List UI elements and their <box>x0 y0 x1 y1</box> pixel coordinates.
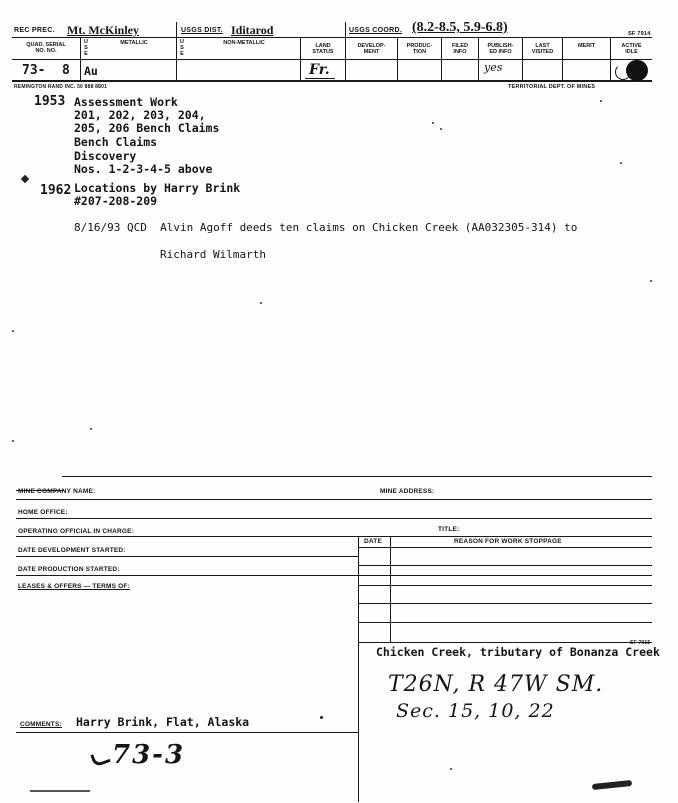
row-bottom-border <box>12 80 652 82</box>
reason-column-heading: REASON FOR WORK STOPPAGE <box>454 538 562 545</box>
col-production: PRODUC- TION <box>406 43 433 55</box>
stoppage-rule <box>358 622 652 623</box>
stoppage-rule <box>358 565 652 566</box>
form-number: SF 7914 <box>628 31 651 37</box>
comments-value: Harry Brink, Flat, Alaska <box>76 715 250 729</box>
col-divider <box>80 37 81 80</box>
entry-1962-year: 1962 <box>40 183 72 198</box>
speck <box>620 162 622 164</box>
handwritten-underline <box>305 78 335 79</box>
mine-company-label: MINE COMPANY NAME: <box>18 488 96 495</box>
margin-mark <box>21 175 29 183</box>
date-production-label: DATE PRODUCTION STARTED: <box>18 566 120 573</box>
speck <box>600 100 602 102</box>
stoppage-rule <box>358 603 652 604</box>
col-metallic: METALLIC <box>120 40 148 46</box>
usgs-coord-value: (8.2-8.5, 5.9-6.8) <box>412 20 508 35</box>
col-last-visited: LAST VISITED <box>531 43 554 55</box>
comments-label: COMMENTS: <box>20 721 62 728</box>
metallic-value: Au <box>84 64 98 78</box>
col-published-info: PUBLISH- ED INFO <box>487 43 514 55</box>
mine-address-label: MINE ADDRESS: <box>380 488 435 495</box>
form-rule <box>358 547 652 548</box>
col-filed-info: FILED INFO <box>452 43 468 55</box>
col-use-b: U S E <box>180 39 184 57</box>
date-col-divider <box>390 536 391 642</box>
active-status-tick <box>615 64 631 80</box>
entry-1953-line: Discovery <box>74 149 137 163</box>
usgs-coord-label: USGS COORD. <box>349 27 403 34</box>
qcd-entry-line: 8/16/93 QCD Alvin Agoff deeds ten claims on Chicken Creek (AA032305-314) to <box>74 221 578 234</box>
form-rule <box>16 575 652 576</box>
published-info-value: yes <box>484 61 503 74</box>
usgs-dist-label: USGS DIST. <box>181 27 223 34</box>
handwritten-initial-mark <box>90 749 110 767</box>
home-office-label: HOME OFFICE: <box>18 509 68 516</box>
col-merit: MERIT <box>577 43 596 49</box>
speck <box>432 122 434 124</box>
form-rule <box>16 518 652 519</box>
speck <box>650 280 652 282</box>
col-use-a: U S E <box>84 39 88 57</box>
land-status-value: Fr. <box>309 62 330 78</box>
date-column-heading: DATE <box>364 538 383 545</box>
qcd-entry-line: Richard Wilmarth <box>160 248 266 261</box>
edge-marks <box>30 790 90 792</box>
col-divider <box>176 22 177 80</box>
entry-1953-line: 201, 202, 203, 204, <box>74 108 206 122</box>
speck <box>90 428 92 430</box>
form-rule <box>16 732 358 733</box>
column-header-divider <box>12 59 652 60</box>
col-non-metallic: NON-METALLIC <box>223 40 265 46</box>
entry-1953-line: Bench Claims <box>74 135 158 149</box>
rec-prec-label: REC PREC. <box>14 27 55 34</box>
printer-imprint: REMINGTON RAND INC. 50 888 8801 <box>14 84 108 90</box>
rec-prec-value: Mt. McKinley <box>67 23 139 37</box>
entry-1962-line: Locations by Harry Brink <box>74 181 241 195</box>
entry-1953-year: 1953 <box>34 94 66 109</box>
quad-number: 73- <box>22 63 46 78</box>
serial-number: 8 <box>62 63 70 78</box>
col-land-status: LAND STATUS <box>312 43 334 55</box>
speck <box>260 302 262 304</box>
date-development-label: DATE DEVELOPMENT STARTED: <box>18 547 126 554</box>
ink-smudge <box>592 780 632 790</box>
form-rule <box>16 499 652 500</box>
entry-1953-line: Nos. 1-2-3-4-5 above <box>74 162 213 176</box>
section-numbers: Sec. 15, 10, 22 <box>396 700 555 722</box>
title-label: TITLE: <box>438 526 460 533</box>
operating-official-label: OPERATING OFFICIAL IN CHARGE: <box>18 528 135 535</box>
col-development: DEVELOP- MENT <box>357 43 386 55</box>
form-top-rule <box>62 476 652 477</box>
speck <box>12 330 14 332</box>
header-divider <box>12 37 652 38</box>
col-active-idle: ACTIVE IDLE <box>621 43 642 55</box>
speck <box>320 716 323 719</box>
stoppage-rule <box>358 642 652 643</box>
department-imprint: TERRITORIAL DEPT. OF MINES <box>508 84 596 90</box>
card-reference: 73-3 <box>112 740 186 770</box>
col-quad-serial: QUAD. SERIAL NO. NO. <box>26 42 66 54</box>
entry-1953-line: Assessment Work <box>74 95 178 109</box>
form-rule <box>16 536 652 537</box>
creek-location: Chicken Creek, tributary of Bonanza Creek <box>376 645 660 659</box>
entry-1953-line: 205, 206 Bench Claims <box>74 121 220 135</box>
township-range: T26N, R 47W SM. <box>388 672 604 697</box>
leases-label: LEASES & OFFERS — TERMS OF: <box>18 583 130 590</box>
speck <box>450 768 452 770</box>
form-rule <box>16 556 358 557</box>
stoppage-rule <box>358 585 652 586</box>
usgs-dist-value: Iditarod <box>231 23 274 37</box>
speck <box>440 128 442 130</box>
entry-1962-line: #207-208-209 <box>74 194 158 208</box>
speck <box>12 440 14 442</box>
form-number-2: SF 7915 <box>630 640 651 646</box>
